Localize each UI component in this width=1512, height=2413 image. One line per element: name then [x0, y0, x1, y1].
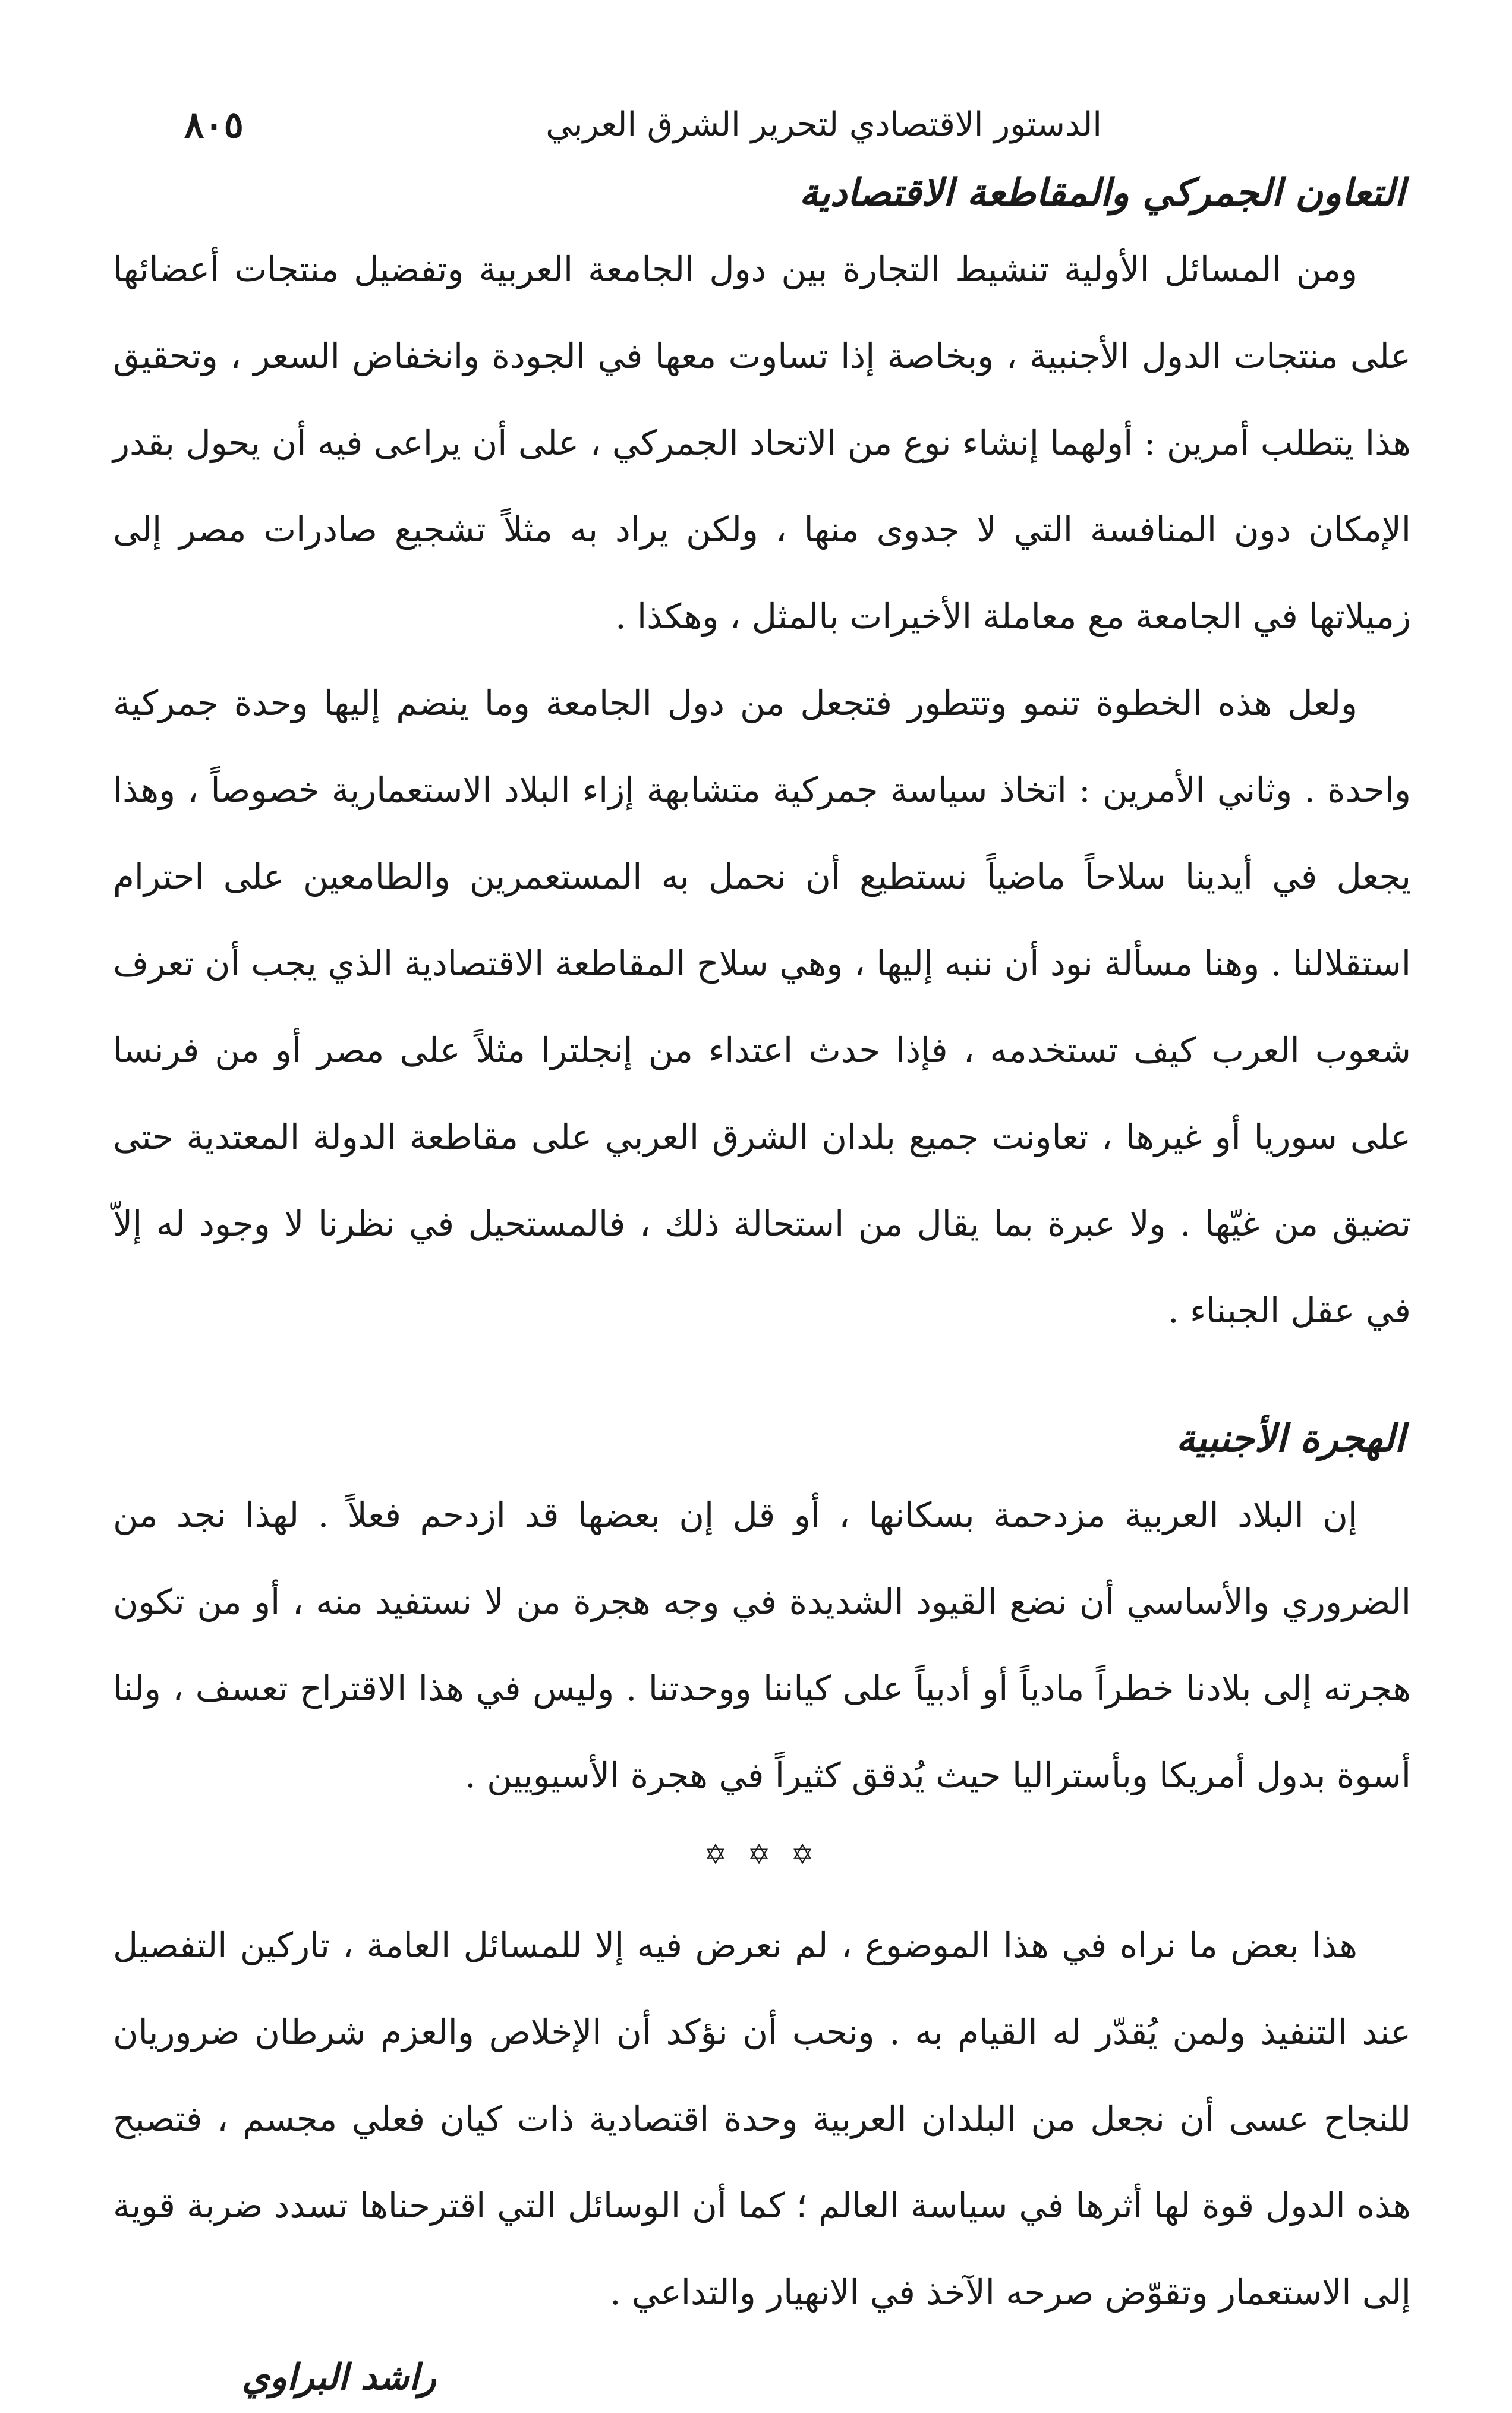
author-signature: راشد البراوي	[241, 2357, 436, 2398]
paragraph-conclusion-1: هذا بعض ما نراه في هذا الموضوع ، لم نعرض فيه إلا للمسائل العامة ، تاركين التفصيل عند التنفيذ ولمن يُقدّر له القيام به . ونحب أن نؤكد أن الإخلاص والعزم شرطان ضروريان للنجاح عسى أن نجعل من البلدان العربية وحدة اقتصادية ذات كيان فعلي مجسم ، فتصبح هذه الدول قوة لها أثرها في سياسة العالم ؛ كما أن الوسائل التي اقترحناها تسدد ضربة قوية إلى الاستعمار وتقوّض صرحه الآخذ في الانهيار والتداعي .	[113, 1925, 1411, 2313]
page-number: ٨٠٥	[184, 103, 244, 146]
section-heading-immigration: الهجرة الأجنبية	[1176, 1416, 1405, 1461]
paragraph-customs-1: ومن المسائل الأولية تنشيط التجارة بين دول الجامعة العربية وتفضيل منتجات أعضائها على منتجات الدول الأجنبية ، وبخاصة إذا تساوت معها في الجودة وانخفاض السعر ، وتحقيق هذا يتطلب أمرين : أولهما إنشاء نوع من الاتحاد الجمركي ، على أن يراعى فيه أن يحول بقدر الإمكان دون المنافسة التي لا جدوى منها ، ولكن يراد به مثلاً تشجيع صادرات مصر إلى زميلاتها في الجامعة مع معاملة الأخيرات بالمثل ، وهكذا .	[113, 249, 1411, 637]
running-header	[113, 89, 1411, 160]
running-title: الدستور الاقتصادي لتحرير الشرق العربي	[546, 105, 1102, 144]
paragraph-immigration-1: إن البلاد العربية مزدحمة بسكانها ، أو قل إن بعضها قد ازدحم فعلاً . لهذا نجد من الضروري والأساسي أن نضع القيود الشديدة في وجه هجرة من لا نستفيد منه ، أو من تكون هجرته إلى بلادنا خطراً مادياً أو أدبياً على كياننا ووحدتنا . وليس في هذا الاقتراح تعسف ، ولنا أسوة بدول أمريكا وبأستراليا حيث يُدقق كثيراً في هجرة الأسيويين .	[113, 1495, 1411, 1795]
section-heading-customs: التعاون الجمركي والمقاطعة الاقتصادية	[799, 171, 1405, 215]
section-separator-stars: ✡ ✡ ✡	[704, 1838, 820, 1870]
paragraph-customs-2: ولعل هذه الخطوة تنمو وتتطور فتجعل من دول الجامعة وما ينضم إليها وحدة جمركية واحدة . وثاني الأمرين : اتخاذ سياسة جمركية متشابهة إزاء البلاد الاستعمارية خصوصاً ، وهذا يجعل في أيدينا سلاحاً ماضياً نستطيع أن نحمل به المستعمرين والطامعين على احترام استقلالنا . وهنا مسألة نود أن ننبه إليها ، وهي سلاح المقاطعة الاقتصادية الذي يجب أن تعرف شعوب العرب كيف تستخدمه ، فإذا حدث اعتداء من إنجلترا مثلاً على مصر أو من فرنسا على سوريا أو غيرها ، تعاونت جميع بلدان الشرق العربي على مقاطعة الدولة المعتدية حتى تضيق من غيّها . ولا عبرة بما يقال من استحالة ذلك ، فالمستحيل في نظرنا لا وجود له إلاّ في عقل الجبناء .	[113, 683, 1411, 1331]
